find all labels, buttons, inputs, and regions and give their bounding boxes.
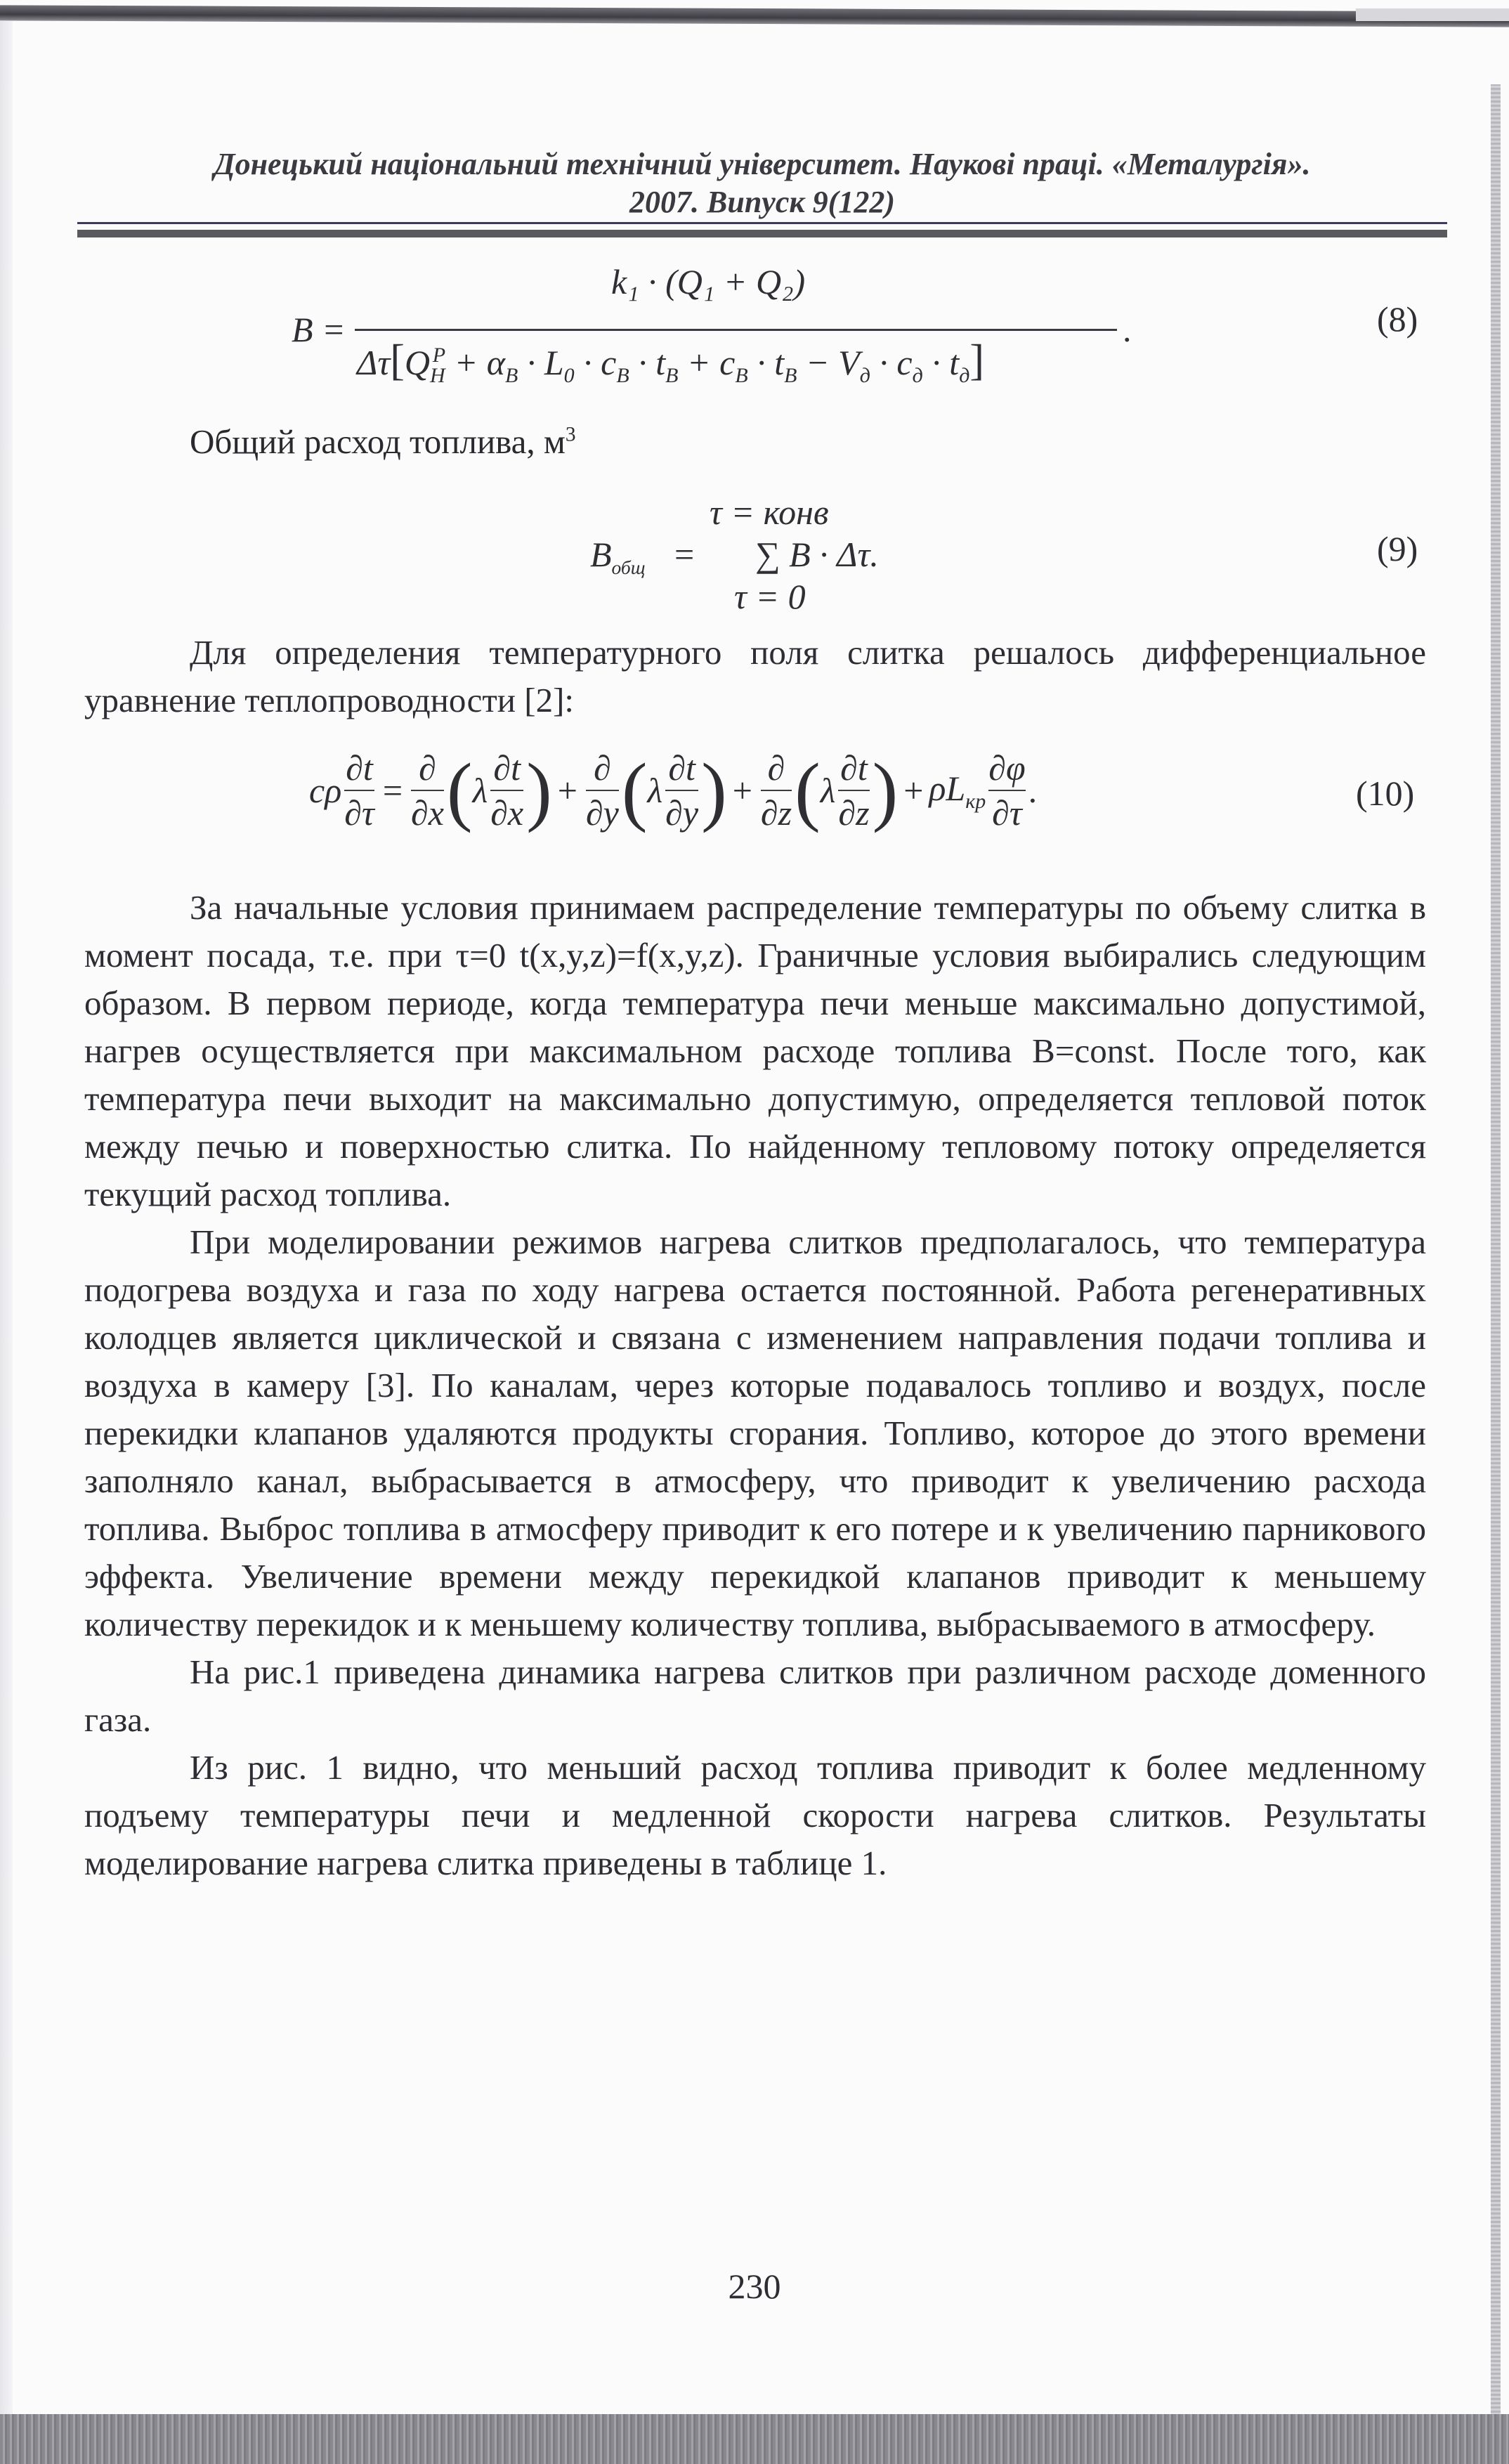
eq10-number: (10) (1356, 774, 1415, 813)
eq10-lambda-z: λ (820, 771, 836, 810)
scan-edge-top-light (1356, 8, 1509, 21)
scan-edge-left (0, 21, 13, 2417)
eq10-dphi-dtau: ∂φ ∂τ (988, 748, 1026, 833)
eq8-denominator: $\Delta\tau[Q_H^P + \alpha_B \cdot L_0 \cdot c_B \cdot t_B + c_B \cdot t_B - V_д \cdot c_д \cdot t_д]$ (357, 337, 985, 387)
eq8-lhs: B = (292, 310, 346, 349)
paragraph-initial-conditions: За начальные условия принимаем распределение температуры по объему слитка в момент посада, т.е. при τ=0 t(x,y,z)=f(x,y,z). Граничные условия выбирались следующим образом. В первом периоде, когда температура печи меньше максимально допустимой, нагрев осуществляется при максимальном расходе топлива B=const. После того, как температура печи выходит на максимально допустимую, определяется тепловой поток между печью и поверхностью слитка. По найденному тепловому потоку определяется текущий расход топлива. (84, 888, 1426, 1213)
header-rule-thick (77, 230, 1447, 237)
eq10-dt-dx: ∂t ∂x (490, 748, 524, 833)
eq10-d-dx: ∂ ∂x (411, 748, 444, 833)
body-text (84, 884, 1426, 1887)
paragraph-conclusion: Из рис. 1 видно, что меньший расход топлива приводит к более медленному подъему температуры печи и медленной скорости нагрева слитков. Результаты моделирование нагрева слитка приведены в таблице 1. (84, 1748, 1426, 1882)
page-number: 230 (728, 2267, 781, 2306)
eq8-numerator: k₁ · (Q₁ + Q₂) (611, 262, 806, 301)
eq9-upper-limit: τ = конв (710, 493, 829, 532)
eq10-lhs-derivative: ∂t ∂τ (344, 748, 374, 833)
paragraph-modeling-assumptions: При моделировании режимов нагрева слитков предполагалось, что температура подогрева воздуха и газа по ходу нагрева остается постоянной. Работа регенеративных колодцев является циклической и связана с изменением направления подачи топлива и воздуха в камеру [3]. По каналам, через которые подавалось топливо и воздух, после перекидки клапанов удаляются продукты сгорания. Топливо, которое до этого времени заполняло канал, выбрасывается в атмосферу, что приводит к увеличению расхода топлива. Выброс топлива в атмосферу приводит к его потере и к увеличению парникового эффекта. Увеличение времени между перекидкой клапанов приводит к меньшему количеству перекидок и к меньшему количеству топлива, выбрасываемого в атмосферу. (84, 1223, 1426, 1643)
eq8-period: . (1123, 310, 1132, 349)
equation-10: cρ ∂t ∂τ = ∂ ∂x ( λ ∂t ∂x ) + ∂ ∂y ( λ ∂t ∂y ) + ∂ ∂z ( λ ∂t ∂z ) + $\rho L_{кр}$ ∂φ ∂τ . (309, 748, 1038, 833)
eq9-lower-limit: τ = 0 (734, 577, 806, 616)
total-fuel-label: Общий расход топлива, $м^3$ (190, 422, 576, 461)
scan-edge-right (1491, 84, 1501, 2417)
eq8-number: (8) (1377, 299, 1418, 339)
eq9-number: (9) (1377, 529, 1418, 568)
running-header-issue: 2007. Випуск 9(122) (629, 185, 895, 219)
eq10-equals: = (382, 771, 403, 810)
unit-exponent: 3 (565, 423, 576, 446)
scan-edge-top (0, 5, 1509, 27)
eq8-delta-tau: Δτ (357, 343, 391, 382)
eq10-lambda-x: λ (472, 771, 488, 810)
eq9-equals: = (674, 535, 695, 574)
paragraph-figure-reference: На рис.1 приведена динамика нагрева слитков при различном расходе доменного газа. (84, 1653, 1426, 1739)
paragraph-heat-equation-intro: Для определения температурного поля слитка решалось дифференциальное уравнение теплопроводности [2]: (84, 633, 1426, 719)
eq9-lhs: $B_{общ}$ (590, 535, 646, 578)
eq8-den-terms: $Q_H^P + \alpha_B \cdot L_0 \cdot c_B \cdot t_B + c_B \cdot t_B - V_д \cdot c_д \cdot t_д$ (404, 343, 970, 387)
eq10-source-term: $\rho L_{кр}$ (929, 768, 986, 813)
scan-edge-bottom (0, 2414, 1509, 2464)
eq9-sum: ∑ B · Δτ. (755, 535, 879, 574)
running-header-title: Донецький національний технічний університет. Наукові праці. «Металургія». (214, 147, 1311, 181)
eq10-dt-dy: ∂t ∂y (665, 748, 699, 833)
header-rule-thin (77, 222, 1447, 224)
eq10-lambda-y: λ (647, 771, 663, 810)
eq10-dt-dz: ∂t ∂z (838, 748, 870, 833)
eq10-coefficient: cρ (309, 771, 342, 810)
eq10-d-dz: ∂ ∂z (760, 748, 792, 833)
eq8-fraction-bar (355, 329, 1117, 331)
eq10-d-dy: ∂ ∂y (585, 748, 619, 833)
